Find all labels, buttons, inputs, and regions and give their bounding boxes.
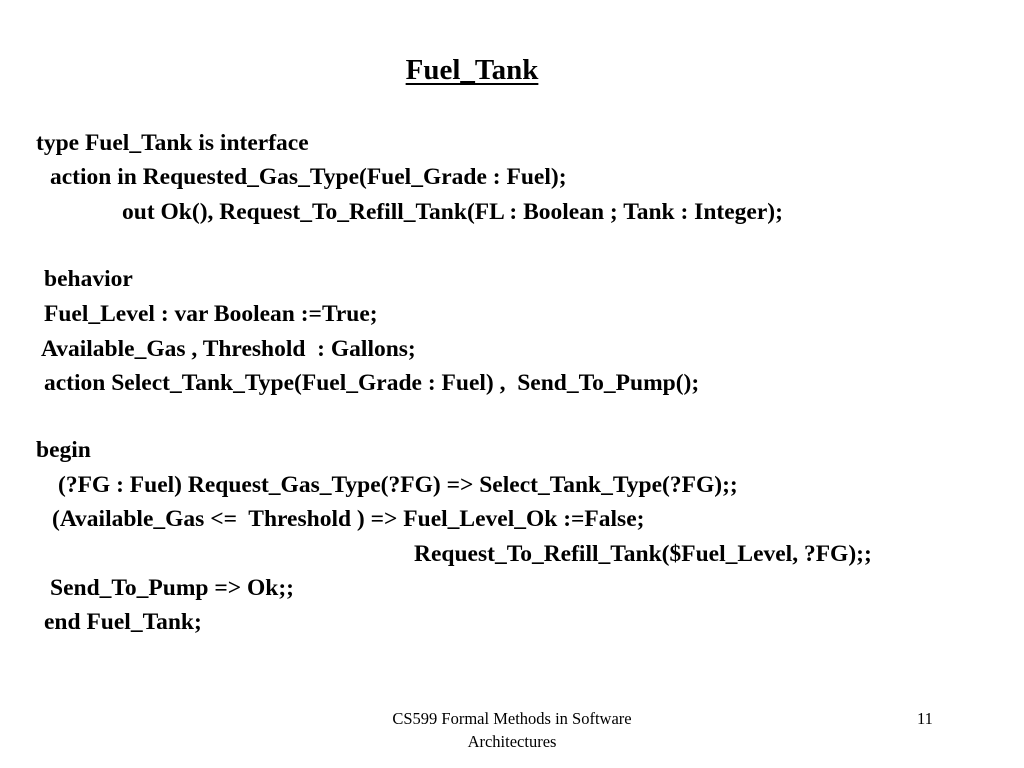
- code-line: Request_To_Refill_Tank($Fuel_Level, ?FG);;: [414, 541, 872, 567]
- code-line: end Fuel_Tank;: [44, 609, 202, 635]
- slide-title-text: Fuel_Tank: [405, 54, 539, 86]
- code-line: behavior: [44, 266, 133, 292]
- footer-course-line: Architectures: [467, 732, 557, 751]
- footer-course-title: [312, 707, 712, 753]
- code-line: Fuel_Level : var Boolean :=True;: [44, 301, 378, 327]
- code-line: out Ok(), Request_To_Refill_Tank(FL : Boolean ; Tank : Integer);: [122, 199, 783, 225]
- footer-course-line: CS599 Formal Methods in Software: [392, 709, 632, 728]
- footer-page-number: 11: [917, 709, 933, 728]
- code-line: Send_To_Pump => Ok;;: [50, 575, 295, 601]
- slide-title: [0, 52, 944, 88]
- code-line: Available_Gas , Threshold : Gallons;: [41, 336, 416, 362]
- code-line: (Available_Gas <= Threshold ) => Fuel_Level_Ok :=False;: [52, 506, 645, 532]
- code-line: action Select_Tank_Type(Fuel_Grade : Fuel) , Send_To_Pump();: [44, 370, 700, 396]
- code-line: action in Requested_Gas_Type(Fuel_Grade : Fuel);: [50, 164, 567, 190]
- code-line: (?FG : Fuel) Request_Gas_Type(?FG) => Select_Tank_Type(?FG);;: [58, 472, 738, 498]
- code-line: begin: [36, 437, 91, 463]
- code-line: type Fuel_Tank is interface: [36, 130, 309, 156]
